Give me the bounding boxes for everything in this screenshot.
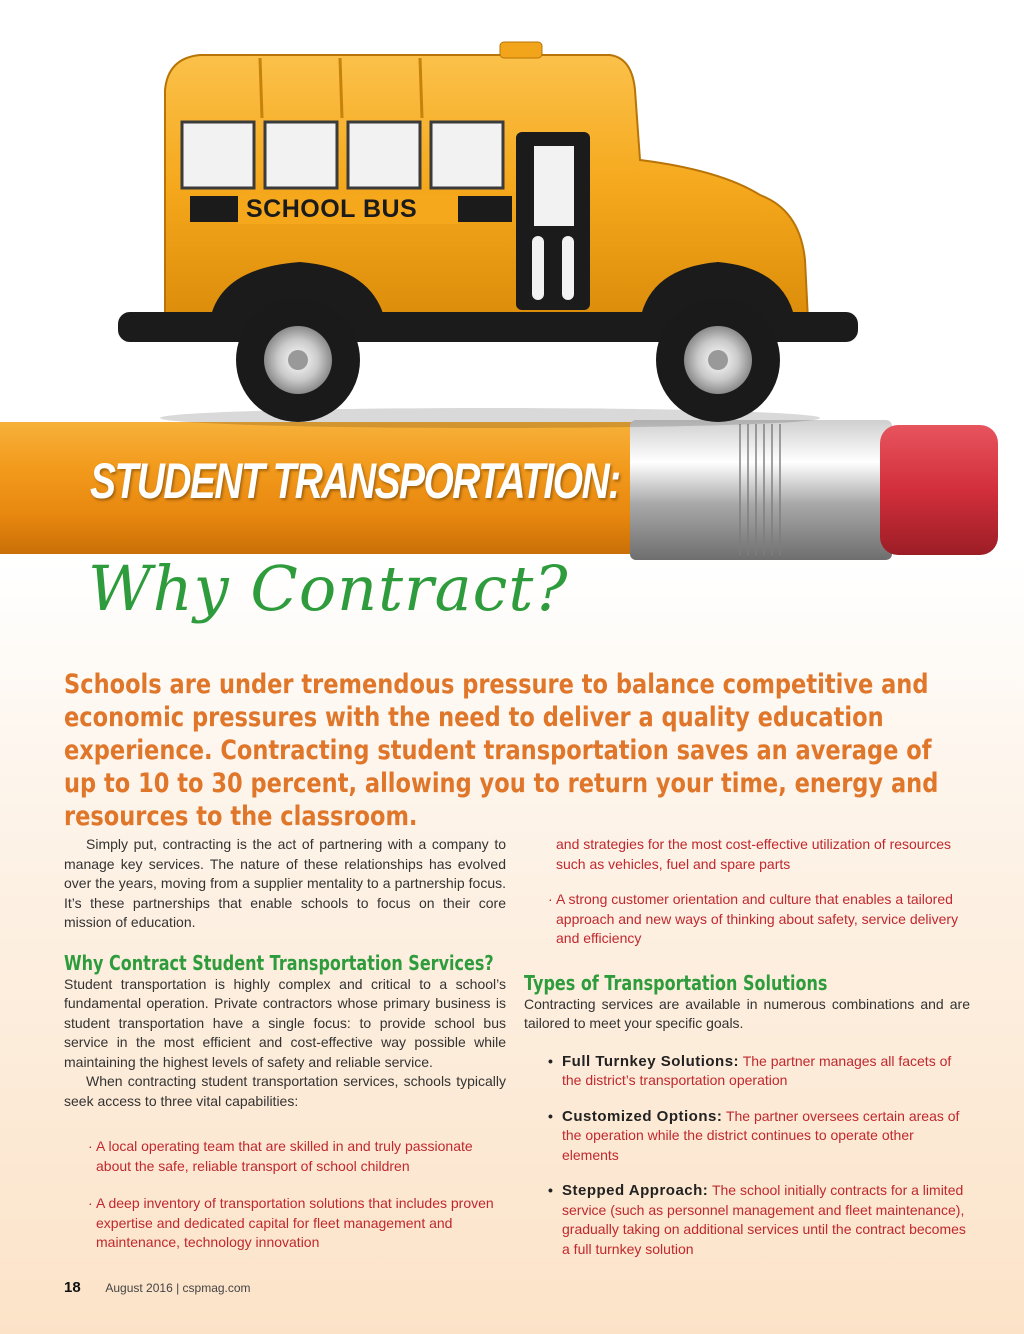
subheadline: Why Contract?: [88, 552, 569, 625]
bullet-dot: •: [548, 1182, 553, 1198]
solution-stepped-approach: • Stepped Approach: The school initially contracts for a limited service (such as personnel management and fleet maintenance), gradually taking on additional services until the contract becomes a full turnkey solution: [548, 1182, 966, 1257]
right-column: [524, 835, 970, 1259]
pencil-eraser: [880, 425, 998, 555]
capability-continuation: and strategies for the most cost-effective utilization of resources such as vehicles, fuel and spare parts: [556, 836, 952, 872]
left-paragraph-2: Student transportation is highly complex and critical to a school’s fundamental operation. Private contractors whose primary business is student transportation have a single focus: to provide school bus service in the most efficient and cost-effective way possible while maintaining the highest levels of safety and reliable service.: [64, 975, 506, 1070]
solution-customized-options: • Customized Options: The partner oversees certain areas of the operation while the district continues to operate other elements: [548, 1107, 960, 1163]
capability-item: · A deep inventory of transportation solutions that includes proven expertise and dedicated capital for fleet management and maintenance, technology innovation: [88, 1195, 494, 1250]
page-footer: [64, 1279, 251, 1296]
left-paragraph-3: When contracting student transportation services, schools typically seek access to three vital capabilities:: [64, 1073, 506, 1109]
headline: STUDENT TRANSPORTATION:: [90, 453, 620, 509]
pencil-ferrule: [630, 420, 892, 560]
section-heading-why-contract: Why Contract Student Transportation Services?: [64, 950, 494, 975]
section-heading-types: Types of Transportation Solutions: [524, 970, 828, 995]
bullet-dot: ·: [548, 891, 553, 907]
bullet-dot: •: [548, 1052, 553, 1069]
right-paragraph-1: Contracting services are available in numerous combinations and are tailored to meet your specific goals.: [524, 995, 970, 1031]
bullet-dot: •: [548, 1107, 553, 1124]
solution-full-turnkey: • Full Turnkey Solutions: The partner manages all facets of the district’s transportation operation: [548, 1052, 952, 1088]
intro-paragraph: Schools are under tremendous pressure to balance competitive and economic pressures with the need to deliver a quality education experience. Contracting student transportation saves an average of up to 10 to 30 percent, allowing you to return your time, energy and resources to the classroom.: [64, 669, 939, 832]
page-number: 18: [64, 1279, 81, 1296]
capability-item: · A strong customer orientation and culture that enables a tailored approach and new ways of thinking about safety, service delivery and efficiency: [548, 891, 959, 946]
left-paragraph-1: Simply put, contracting is the act of partnering with a company to manage key services. The nature of these relationships has evolved over the years, moving from a supplier mentality to a partnership focus. It’s these partnerships that enable schools to focus on their core mission of education.: [64, 836, 506, 930]
issue-info: August 2016 | cspmag.com: [105, 1281, 251, 1295]
bus-label: SCHOOL BUS: [246, 195, 418, 223]
capability-item: · A local operating team that are skilled in and truly passionate about the safe, reliable transport of school children: [88, 1138, 473, 1174]
bullet-dot: ·: [88, 1138, 93, 1154]
left-column: [64, 835, 506, 1253]
bullet-dot: ·: [88, 1195, 93, 1211]
